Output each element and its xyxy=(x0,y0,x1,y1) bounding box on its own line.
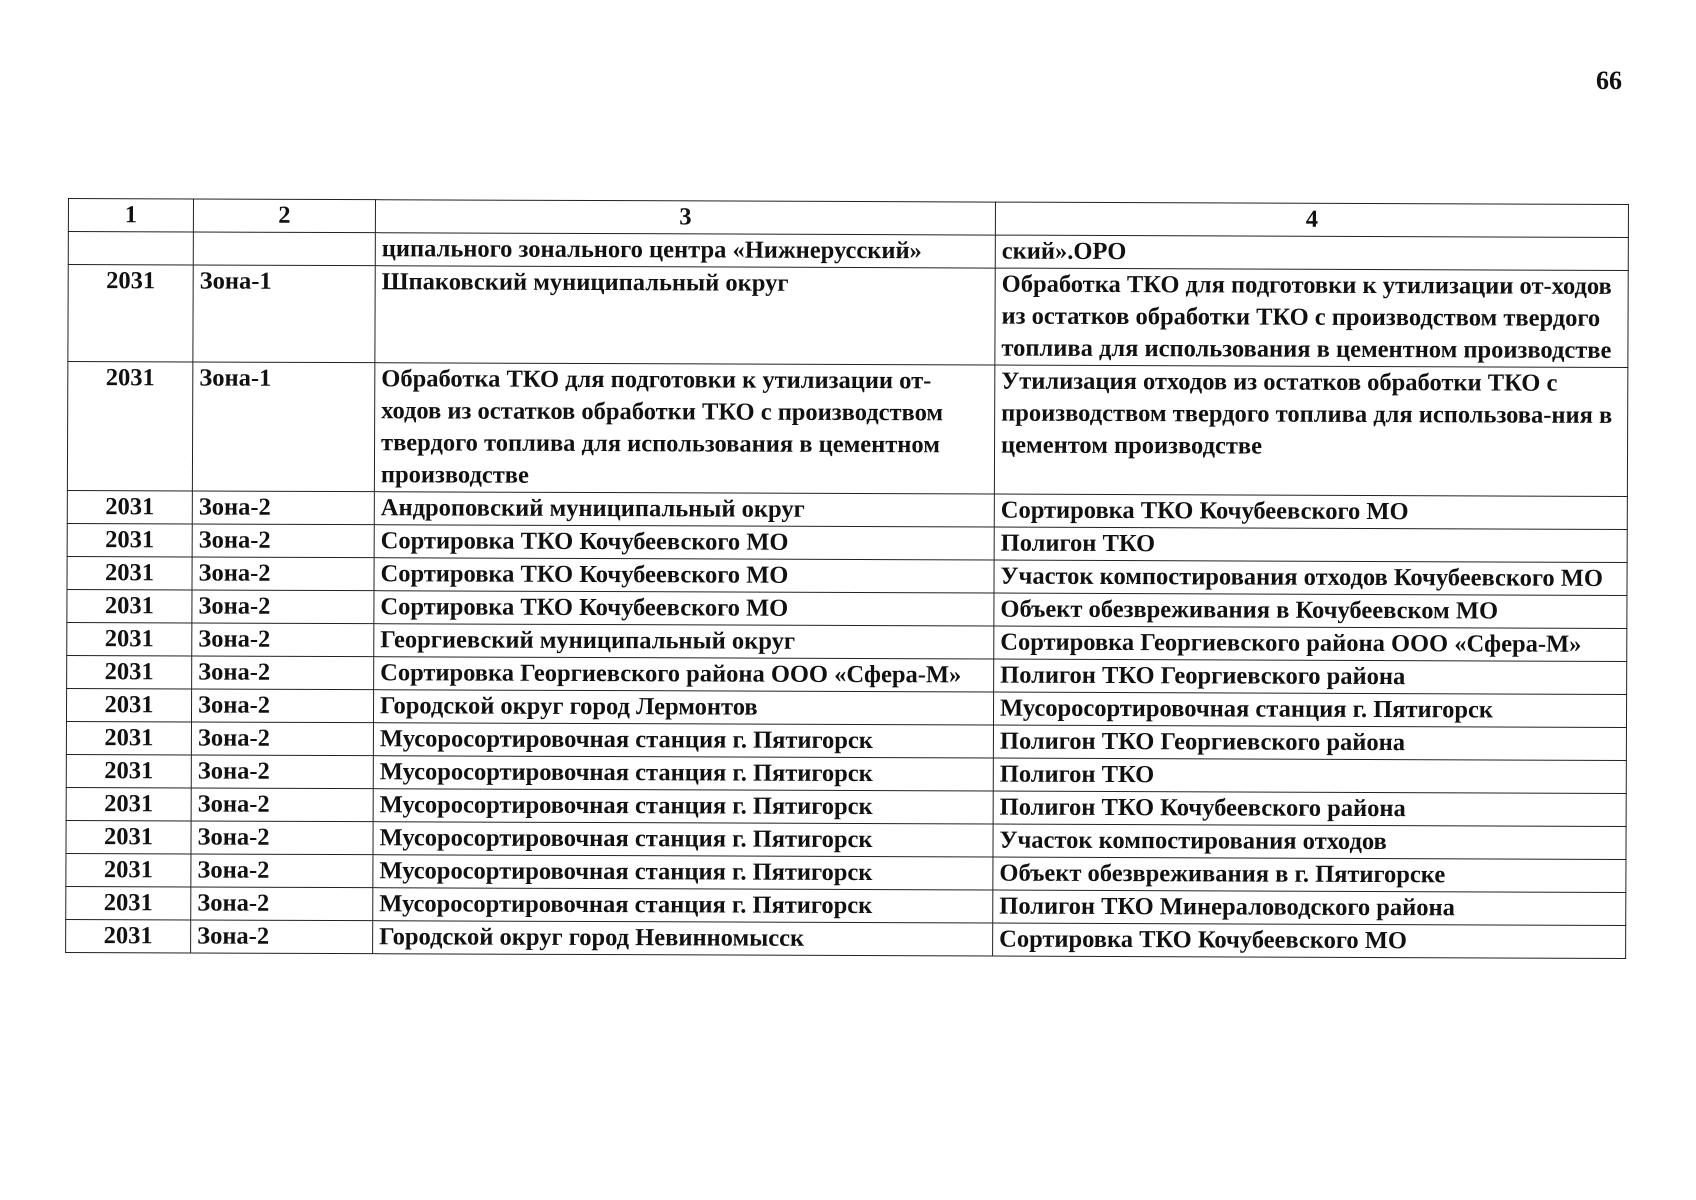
zone-cell: Зона-2 xyxy=(191,755,373,789)
year-cell xyxy=(68,232,193,265)
zone-cell: Зона-2 xyxy=(191,887,373,921)
destination-cell: Полигон ТКО Георгиевского района xyxy=(994,659,1627,694)
source-cell: Мусоросортировочная станция г. Пятигорск xyxy=(373,855,993,890)
year-cell: 2031 xyxy=(67,589,192,622)
year-cell: 2031 xyxy=(66,886,191,919)
source-cell: Мусоросортировочная станция г. Пятигорск xyxy=(373,756,993,791)
year-cell: 2031 xyxy=(66,919,191,952)
destination-cell: Полигон ТКО Георгиевского района xyxy=(993,725,1626,760)
destination-cell: Обработка ТКО для подготовки к утилизации от-ходов из остатков обработки ТКО с производством твердого топлива для использования в цементном производстве xyxy=(995,268,1628,367)
column-header-3: 3 xyxy=(375,200,995,235)
year-cell: 2031 xyxy=(67,490,192,523)
zone-cell: Зона-2 xyxy=(192,491,374,525)
year-cell: 2031 xyxy=(68,265,193,362)
zone-cell: Зона-2 xyxy=(192,557,374,591)
year-cell: 2031 xyxy=(66,754,191,787)
source-cell: Андроповский муниципальный округ xyxy=(374,492,994,527)
zone-cell: Зона-2 xyxy=(191,821,373,855)
destination-cell: Объект обезвреживания в г. Пятигорске xyxy=(993,857,1626,892)
source-cell: Шпаковский муниципальный округ xyxy=(375,266,995,365)
zone-cell: Зона-2 xyxy=(192,590,374,624)
zone-cell: Зона-2 xyxy=(191,854,373,888)
table-row xyxy=(66,919,1626,958)
destination-cell: Участок компостирования отходов Кочубеевского МО xyxy=(994,560,1627,595)
destination-cell: Полигон ТКО xyxy=(993,758,1626,793)
destination-cell: Полигон ТКО xyxy=(994,527,1627,562)
source-cell: Георгиевский муниципальный округ xyxy=(374,624,994,659)
destination-cell: Полигон ТКО Кочубеевского района xyxy=(993,791,1626,826)
zone-cell: Зона-2 xyxy=(192,524,374,558)
column-header-4: 4 xyxy=(995,202,1628,237)
zone-cell: Зона-1 xyxy=(192,362,374,492)
zone-cell: Зона-2 xyxy=(191,689,373,723)
zone-cell: Зона-2 xyxy=(191,722,373,756)
column-header-2: 2 xyxy=(193,199,375,233)
zone-cell: Зона-2 xyxy=(192,623,374,657)
destination-cell: Объект обезвреживания в Кочубеевском МО xyxy=(994,593,1627,628)
source-cell: Сортировка Георгиевского района ООО «Сфера-М» xyxy=(374,657,994,692)
year-cell: 2031 xyxy=(66,820,191,853)
source-cell: Мусоросортировочная станция г. Пятигорск xyxy=(373,789,993,824)
year-cell: 2031 xyxy=(66,688,191,721)
year-cell: 2031 xyxy=(67,622,192,655)
destination-cell: Полигон ТКО Минераловодского района xyxy=(993,890,1626,925)
destination-cell: Утилизация отходов из остатков обработки ТКО с производством твердого топлива для использова-ния в цементом производстве xyxy=(994,365,1627,496)
destination-cell: Сортировка ТКО Кочубеевского МО xyxy=(994,494,1627,529)
source-cell: ципального зонального центра «Нижнерусский» xyxy=(375,233,995,268)
table-row xyxy=(67,362,1627,497)
year-cell: 2031 xyxy=(66,721,191,754)
year-cell: 2031 xyxy=(67,556,192,589)
destination-cell: Мусоросортировочная станция г. Пятигорск xyxy=(993,692,1626,727)
data-table xyxy=(65,198,1629,959)
zone-cell: Зона-1 xyxy=(193,265,375,363)
zone-cell: Зона-2 xyxy=(191,920,373,954)
destination-cell: Участок компостирования отходов xyxy=(993,824,1626,859)
source-cell: Обработка ТКО для подготовки к утилизации от-ходов из остатков обработки ТКО с производством твердого топлива для использования в цементном производстве xyxy=(374,363,994,494)
destination-cell: Сортировка Георгиевского района ООО «Сфера-М» xyxy=(994,626,1627,661)
destination-cell: Сортировка ТКО Кочубеевского МО xyxy=(993,923,1626,958)
source-cell: Сортировка ТКО Кочубеевского МО xyxy=(374,558,994,593)
year-cell: 2031 xyxy=(66,787,191,820)
zone-cell xyxy=(193,232,375,266)
year-cell: 2031 xyxy=(67,523,192,556)
zone-cell: Зона-2 xyxy=(192,656,374,690)
source-cell: Городской округ город Лермонтов xyxy=(373,690,993,725)
source-cell: Мусоросортировочная станция г. Пятигорск xyxy=(373,888,993,923)
year-cell: 2031 xyxy=(67,362,192,491)
destination-cell: ский».ОРО xyxy=(995,235,1628,270)
page-number: 66 xyxy=(1596,66,1622,95)
source-cell: Мусоросортировочная станция г. Пятигорск xyxy=(373,723,993,758)
source-cell: Мусоросортировочная станция г. Пятигорск xyxy=(373,822,993,857)
table-row xyxy=(68,265,1628,368)
source-cell: Сортировка ТКО Кочубеевского МО xyxy=(374,525,994,560)
source-cell: Сортировка ТКО Кочубеевского МО xyxy=(374,591,994,626)
year-cell: 2031 xyxy=(66,853,191,886)
year-cell: 2031 xyxy=(67,655,192,688)
column-header-1: 1 xyxy=(68,199,193,232)
zone-cell: Зона-2 xyxy=(191,788,373,822)
source-cell: Городской округ город Невинномысск xyxy=(373,921,993,956)
